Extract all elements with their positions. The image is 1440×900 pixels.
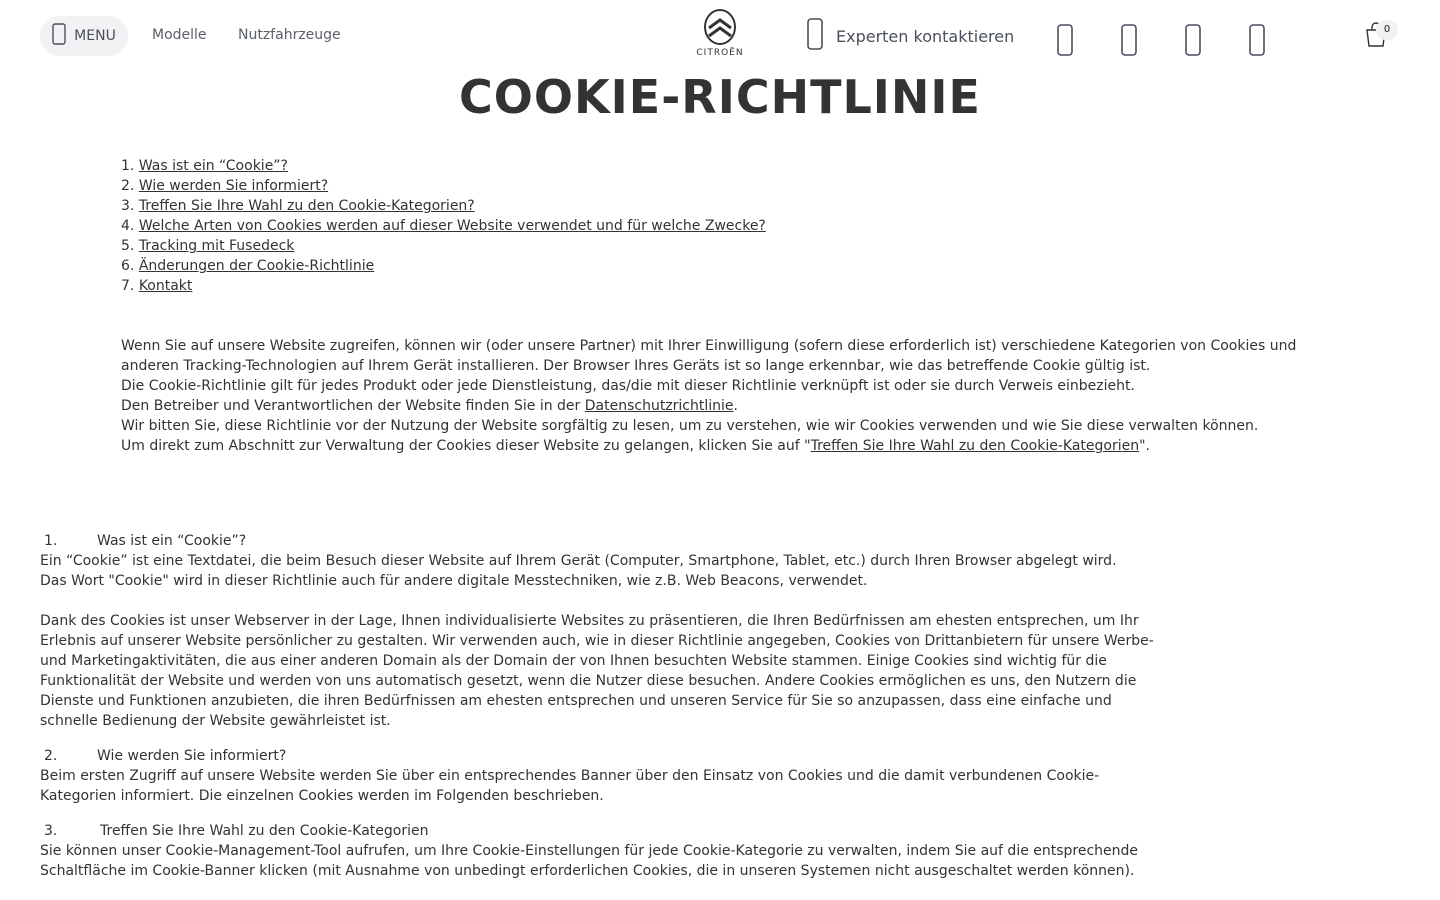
nav-modelle[interactable]: Modelle [152,27,207,43]
section-number: 1. [44,533,58,549]
calendar-icon[interactable] [1184,24,1204,56]
section-heading [40,531,1170,551]
intro-paragraph: Wir bitten Sie, diese Richtlinie vor der Nutzung der Website sorgfältig zu lesen, um zu verstehen, wie wir Cookies verwenden und wie Sie diese verwalten können. [121,418,1259,434]
toc-number: 2. [121,178,135,194]
car-icon[interactable] [1120,24,1140,56]
section-paragraph: Dank des Cookies ist unser Webserver in der Lage, Ihnen individualisierte Websites zu präsentieren, die Ihren Bedürfnissen am ehesten entsprechen, um Ihr Erlebnis auf unserer Website persönlicher zu gestalten. Wir verwenden auch, wie in dieser Richtlinie angegeben, Cookies von Drittanbietern für unsere Werbe- und Marketingaktivitäten, die aus einer anderen Domain als der Domain der von Ihnen besuchten Website stammen. Einige Cookies sind wichtig für die Funktionalität der Website und werden von uns automatisch gesetzt, wenn die Nutzer diese besuchen. Andere Cookies ermöglichen es uns, den Nutzern die Dienste und Funktionen anzubieten, die ihren Bedürfnissen am ehesten entsprechen und unseren Service für Sie so anzupassen, dass eine einfache und schnelle Bedienung der Website gewährleistet ist. [40,613,1154,729]
section-paragraph: Das Wort "Cookie" wird in dieser Richtlinie auch für andere digitale Messtechniken, wie z.B. Web Beacons, verwendet. [40,573,868,589]
citroen-logo[interactable] [690,8,750,66]
privacy-policy-link[interactable]: Datenschutzrichtlinie [584,398,734,414]
toc-link[interactable]: Was ist ein “Cookie”? [138,158,288,174]
intro-text-segment: ". [1139,438,1150,454]
section-heading [40,746,1170,766]
contact-expert-link[interactable] [806,20,1014,52]
toc-item [121,256,766,276]
menu-icon [52,23,66,49]
section-heading-text: Treffen Sie Ihre Wahl zu den Cookie-Kategorien [100,823,429,839]
toc-number: 7. [121,278,135,294]
cookie-choice-link[interactable]: Treffen Sie Ihre Wahl zu den Cookie-Kategorien [810,438,1140,454]
toc-link[interactable]: Wie werden Sie informiert? [138,178,329,194]
toc-item [121,196,766,216]
toc-item [121,236,766,256]
page-title: COOKIE-RICHTLINIE [459,70,981,124]
intro-text-segment: Um direkt zum Abschnitt zur Verwaltung der Cookies dieser Website zu gelangen, klicken Sie auf " [121,438,811,454]
expert-label: Experten kontaktieren [836,26,1015,46]
intro-paragraph [121,396,1321,416]
intro-text-segment: Den Betreiber und Verantwortlichen der Website finden Sie in der [121,398,585,414]
toc-number: 5. [121,238,135,254]
intro-paragraph [121,436,1321,456]
citroen-emblem-icon [703,8,737,46]
phone-icon [806,18,824,54]
table-of-contents [121,156,766,296]
toc-item [121,276,766,296]
intro-text-segment: . [733,398,738,414]
section-heading-text: Wie werden Sie informiert? [97,748,287,764]
toc-item [121,176,766,196]
nav-nutzfahrzeuge[interactable]: Nutzfahrzeuge [238,27,341,43]
cart-count-badge: 0 [1376,20,1398,40]
section-how-informed [40,746,1170,806]
toc-number: 1. [121,158,135,174]
toc-link[interactable]: Kontakt [138,278,193,294]
location-icon[interactable] [1056,24,1076,56]
toc-link[interactable]: Treffen Sie Ihre Wahl zu den Cookie-Kategorien? [138,198,475,214]
intro-paragraph: Wenn Sie auf unsere Website zugreifen, können wir (oder unsere Partner) mit Ihrer Einwilligung (sofern diese erforderlich ist) verschiedene Kategorien von Cookies und anderen Tracking-Technologien auf Ihrem Gerät installieren. Der Browser Ihres Geräts ist so lange erkennbar, wie das betreffende Cookie gültig ist. [121,338,1297,374]
section-heading-text: Was ist ein “Cookie”? [97,533,247,549]
menu-label: MENU [74,28,116,44]
toc-number: 6. [121,258,135,274]
toc-item [121,216,766,236]
section-what-is-cookie [40,531,1170,731]
toc-link[interactable]: Tracking mit Fusedeck [138,238,295,254]
intro-paragraph: Die Cookie-Richtlinie gilt für jedes Produkt oder jede Dienstleistung, das/die mit dieser Richtlinie verknüpft ist oder sie durch Verweis einbezieht. [121,378,1135,394]
menu-button[interactable] [40,16,128,56]
section-paragraph: Ein “Cookie” ist eine Textdatei, die beim Besuch dieser Website auf Ihrem Gerät (Computer, Smartphone, Tablet, etc.) durch Ihren Browser abgelegt wird. [40,553,1117,569]
logo-wordmark: CITROËN [696,48,744,58]
intro-text [121,336,1321,456]
toc-link[interactable]: Änderungen der Cookie-Richtlinie [138,258,375,274]
toc-number: 4. [121,218,135,234]
user-icon[interactable] [1248,24,1268,56]
section-paragraph: Beim ersten Zugriff auf unsere Website werden Sie über ein entsprechendes Banner über den Einsatz von Cookies und die damit verbundenen Cookie-Kategorien informiert. Die einzelnen Cookies werden im Folgenden beschrieben. [40,768,1100,804]
toc-link[interactable]: Welche Arten von Cookies werden auf dieser Website verwendet und für welche Zwecke? [138,218,766,234]
section-heading [40,821,1170,841]
section-cookie-choice [40,821,1170,881]
section-number: 3. [44,823,58,839]
site-header [0,0,1440,72]
section-number: 2. [44,748,58,764]
toc-item [121,156,766,176]
toc-number: 3. [121,198,135,214]
section-paragraph: Sie können unser Cookie-Management-Tool aufrufen, um Ihre Cookie-Einstellungen für jede Cookie-Kategorie zu verwalten, indem Sie auf die entsprechende Schaltfläche im Cookie-Banner klicken (mit Ausnahme von unbedingt erforderlichen Cookies, die in unseren Systemen nicht ausgeschaltet werden können). [40,843,1139,879]
